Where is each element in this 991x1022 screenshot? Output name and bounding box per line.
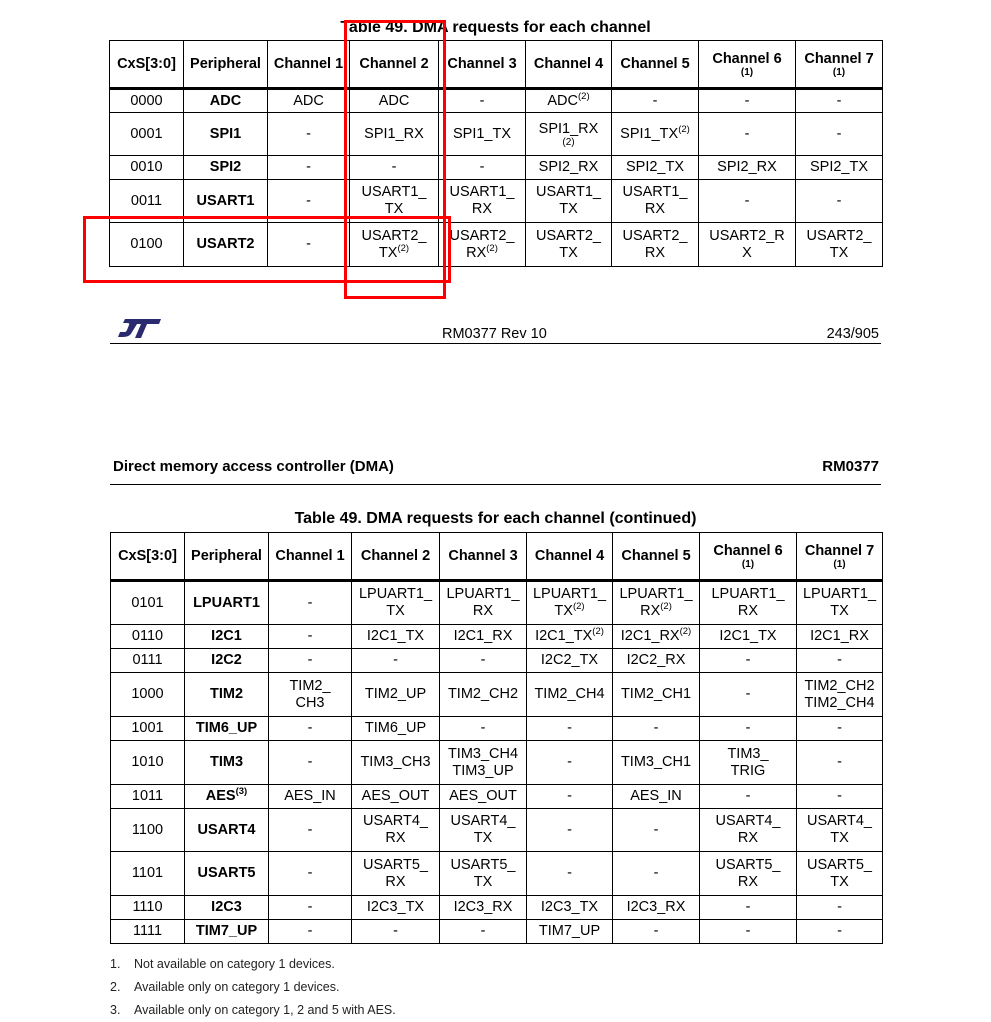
table-row [111,852,883,896]
cxs-code-cell: 0000 [110,89,184,113]
channel-cell: I2C1_TX$^{(2)}$ [527,625,613,649]
cxs-code-cell: 0101 [111,581,185,625]
channel-cell: - [439,89,526,113]
channel-cell: USART2_ TX [796,223,883,267]
peripheral-cell: SPI2 [184,156,268,180]
peripheral-cell: I2C3 [185,896,269,920]
channel-cell: - [440,649,527,673]
channel-cell: - [269,896,352,920]
channel-cell: - [269,649,352,673]
header-rule [110,484,881,485]
channel-cell: USART4_ RX [352,809,440,852]
channel-cell: SPI2_TX [796,156,883,180]
channel-cell: LPUART1_ TX$^{(2)}$ [527,581,613,625]
channel-cell: TIM2_CH2 [440,673,527,717]
table-row [111,741,883,785]
cxs-code-cell: 1100 [111,809,185,852]
channel-cell: I2C1_RX$^{(2)}$ [613,625,700,649]
channel-cell: USART2_ RX$^{(2)}$ [439,223,526,267]
channel-cell: - [796,89,883,113]
channel-cell: SPI2_RX [699,156,796,180]
column-header: Channel 5 [613,533,700,581]
channel-cell: - [613,920,700,944]
channel-cell: USART1_ RX [439,180,526,223]
channel-cell: ADC$^{(2)}$ [526,89,612,113]
peripheral-cell: USART4 [185,809,269,852]
note-item: 2. Available only on category 1 devices. [110,980,340,994]
channel-cell: - [269,581,352,625]
channel-cell: SPI2_TX [612,156,699,180]
dma-requests-table-2 [110,532,883,944]
channel-cell: - [269,741,352,785]
footer-doc-id: RM0377 Rev 10 [442,326,547,342]
channel-cell: - [797,741,883,785]
channel-cell: - [527,741,613,785]
channel-cell: - [700,649,797,673]
section-title: Direct memory access controller (DMA) [113,458,394,475]
channel-cell: - [269,920,352,944]
channel-cell: - [613,852,700,896]
table-row [111,581,883,625]
channel-cell: USART2_R X [699,223,796,267]
channel-cell: - [700,920,797,944]
dma-requests-table-1 [109,40,883,267]
channel-cell: USART4_ RX [700,809,797,852]
channel-cell: - [269,717,352,741]
channel-cell: - [613,717,700,741]
channel-cell: - [613,809,700,852]
cxs-code-cell: 0010 [110,156,184,180]
peripheral-cell: TIM7_UP [185,920,269,944]
table-caption-1: Table 49. DMA requests for each channel [340,19,651,36]
peripheral-cell: TIM3 [185,741,269,785]
channel-cell: - [268,113,350,156]
peripheral-cell: LPUART1 [185,581,269,625]
channel-cell: - [350,156,439,180]
channel-cell: TIM3_CH1 [613,741,700,785]
column-header: Channel 3 [440,533,527,581]
cxs-code-cell: 0111 [111,649,185,673]
peripheral-cell: USART5 [185,852,269,896]
channel-cell: I2C3_RX [440,896,527,920]
column-header: Channel 4 [526,41,612,89]
channel-cell: - [527,809,613,852]
column-header: Channel 6 (1) [699,41,796,89]
channel-cell: - [796,180,883,223]
channel-cell: AES_IN [613,785,700,809]
channel-cell: USART1_ TX [350,180,439,223]
channel-cell: - [439,156,526,180]
peripheral-cell: TIM6_UP [185,717,269,741]
channel-cell: - [269,852,352,896]
channel-cell: LPUART1_ TX [352,581,440,625]
table-row [110,180,883,223]
channel-cell: TIM2_ CH3 [269,673,352,717]
table-row [111,920,883,944]
column-header: Peripheral [184,41,268,89]
channel-cell: - [700,717,797,741]
channel-cell: SPI1_RX (2) [526,113,612,156]
channel-cell: - [612,89,699,113]
peripheral-cell: I2C1 [185,625,269,649]
peripheral-cell: TIM2 [185,673,269,717]
channel-cell: - [269,625,352,649]
channel-cell: USART4_ TX [440,809,527,852]
peripheral-cell: USART1 [184,180,268,223]
channel-cell: LPUART1_ RX$^{(2)}$ [613,581,700,625]
channel-cell: AES_OUT [440,785,527,809]
channel-cell: - [268,223,350,267]
channel-cell: I2C1_TX [352,625,440,649]
channel-cell: - [700,785,797,809]
channel-cell: TIM2_CH1 [613,673,700,717]
column-header: Channel 7 (1) [797,533,883,581]
channel-cell: - [269,809,352,852]
channel-cell: - [797,920,883,944]
column-header: CxS[3:0] [110,41,184,89]
cxs-code-cell: 1110 [111,896,185,920]
channel-cell: LPUART1_ TX [797,581,883,625]
channel-cell: - [440,920,527,944]
channel-cell: USART5_ TX [440,852,527,896]
channel-cell: USART2_ TX [526,223,612,267]
peripheral-cell: SPI1 [184,113,268,156]
channel-cell: - [527,717,613,741]
channel-cell: I2C3_TX [352,896,440,920]
note-item: 1. Not available on category 1 devices. [110,957,335,971]
channel-cell: TIM6_UP [352,717,440,741]
channel-cell: I2C1_RX [440,625,527,649]
channel-cell: - [268,156,350,180]
channel-cell: - [797,896,883,920]
cxs-code-cell: 1101 [111,852,185,896]
cxs-code-cell: 1001 [111,717,185,741]
channel-cell: AES_OUT [352,785,440,809]
channel-cell: TIM3_CH4 TIM3_UP [440,741,527,785]
channel-cell: SPI2_RX [526,156,612,180]
table-row [111,625,883,649]
channel-cell: TIM7_UP [527,920,613,944]
st-logo [117,316,167,340]
channel-cell: I2C3_TX [527,896,613,920]
channel-cell: - [797,717,883,741]
channel-cell: - [699,113,796,156]
peripheral-cell: USART2 [184,223,268,267]
table-row [111,785,883,809]
channel-cell: USART2_ TX$^{(2)}$ [350,223,439,267]
channel-cell: - [797,785,883,809]
channel-cell: I2C2_TX [527,649,613,673]
channel-cell: USART5_ TX [797,852,883,896]
channel-cell: - [527,785,613,809]
cxs-code-cell: 1011 [111,785,185,809]
column-header: Peripheral [185,533,269,581]
channel-cell: USART1_ RX [612,180,699,223]
channel-cell: - [797,649,883,673]
column-header: Channel 4 [527,533,613,581]
footer-rule [110,343,881,344]
cxs-code-cell: 1000 [111,673,185,717]
table-row [110,89,883,113]
channel-cell: AES_IN [269,785,352,809]
peripheral-cell: AES$^{(3)}$ [185,785,269,809]
channel-cell: I2C1_RX [797,625,883,649]
table-row [110,156,883,180]
channel-cell: USART5_ RX [700,852,797,896]
channel-cell: - [440,717,527,741]
channel-cell: LPUART1_ RX [700,581,797,625]
channel-cell: ADC [350,89,439,113]
column-header: Channel 5 [612,41,699,89]
table-row [110,113,883,156]
channel-cell: USART1_ TX [526,180,612,223]
column-header: Channel 1 [268,41,350,89]
column-header: Channel 2 [352,533,440,581]
cxs-code-cell: 0100 [110,223,184,267]
channel-cell: TIM2_CH2 TIM2_CH4 [797,673,883,717]
header-doc-ref: RM0377 [822,458,879,475]
column-header: Channel 2 [350,41,439,89]
column-header: Channel 7 (1) [796,41,883,89]
channel-cell: - [700,896,797,920]
channel-cell: I2C2_RX [613,649,700,673]
table-row [111,649,883,673]
cxs-code-cell: 1010 [111,741,185,785]
cxs-code-cell: 0011 [110,180,184,223]
channel-cell: USART4_ TX [797,809,883,852]
channel-cell: LPUART1_ RX [440,581,527,625]
table-row [111,717,883,741]
channel-cell: ADC [268,89,350,113]
channel-cell: I2C1_TX [700,625,797,649]
channel-cell: TIM2_CH4 [527,673,613,717]
channel-cell: USART5_ RX [352,852,440,896]
peripheral-cell: I2C2 [185,649,269,673]
table-notes [110,953,396,1022]
channel-cell: SPI1_TX [439,113,526,156]
column-header: Channel 1 [269,533,352,581]
footer-page-number: 243/905 [826,326,879,342]
channel-cell: - [699,89,796,113]
channel-cell: USART2_ RX [612,223,699,267]
channel-cell: TIM2_UP [352,673,440,717]
table-row [111,809,883,852]
channel-cell: - [699,180,796,223]
column-header: CxS[3:0] [111,533,185,581]
channel-cell: - [268,180,350,223]
cxs-code-cell: 0110 [111,625,185,649]
table-caption-2: Table 49. DMA requests for each channel (continued) [294,510,697,527]
table-row [111,896,883,920]
peripheral-cell: ADC [184,89,268,113]
channel-cell: I2C3_RX [613,896,700,920]
channel-cell: - [700,673,797,717]
channel-cell: TIM3_ TRIG [700,741,797,785]
channel-cell: - [527,852,613,896]
note-item: 3. Available only on category 1, 2 and 5 with AES. [110,1003,396,1017]
channel-cell: - [352,920,440,944]
table-row [110,223,883,267]
channel-cell: SPI1_RX [350,113,439,156]
channel-cell: TIM3_CH3 [352,741,440,785]
channel-cell: - [796,113,883,156]
column-header: Channel 3 [439,41,526,89]
table-row [111,673,883,717]
cxs-code-cell: 1111 [111,920,185,944]
column-header: Channel 6 (1) [700,533,797,581]
cxs-code-cell: 0001 [110,113,184,156]
channel-cell: SPI1_TX$^{(2)}$ [612,113,699,156]
channel-cell: - [352,649,440,673]
